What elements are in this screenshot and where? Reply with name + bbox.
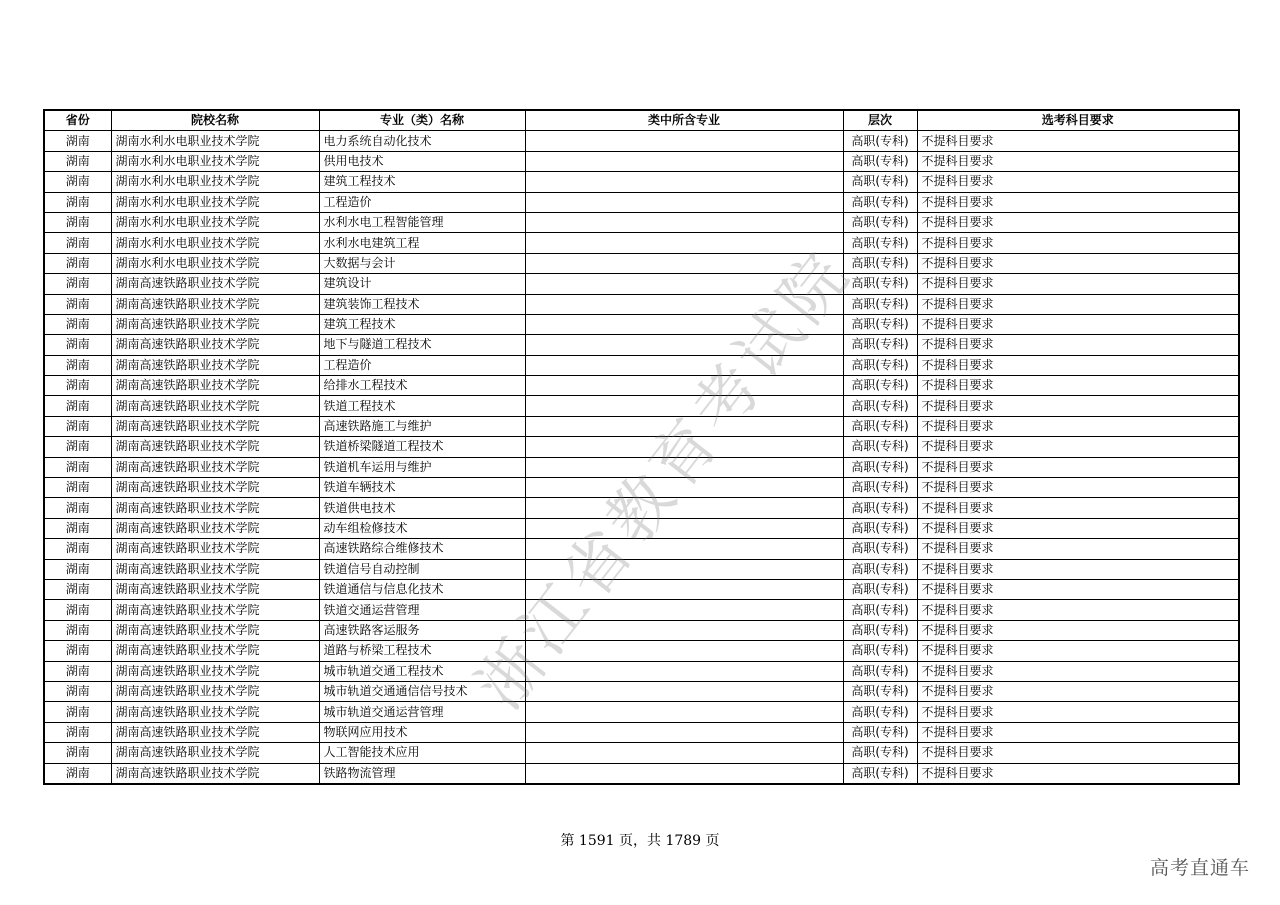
table-row (44, 437, 1239, 457)
table-row (44, 335, 1239, 355)
cell-major: 铁道供电技术 (319, 498, 525, 518)
cell-subject-requirement: 不提科目要求 (917, 335, 1239, 355)
cell-province: 湖南 (44, 274, 111, 294)
cell-province: 湖南 (44, 172, 111, 192)
cell-school: 湖南高速铁路职业技术学院 (111, 314, 319, 334)
subject-requirements-table (43, 109, 1240, 785)
cell-subject-requirement: 不提科目要求 (917, 559, 1239, 579)
cell-level: 高职(专科) (843, 212, 917, 232)
cell-major: 高速铁路施工与维护 (319, 416, 525, 436)
table-row (44, 274, 1239, 294)
table-row (44, 355, 1239, 375)
cell-province: 湖南 (44, 355, 111, 375)
cell-included-majors (525, 600, 843, 620)
cell-level: 高职(专科) (843, 233, 917, 253)
cell-included-majors (525, 355, 843, 375)
cell-level: 高职(专科) (843, 539, 917, 559)
cell-level: 高职(专科) (843, 600, 917, 620)
cell-subject-requirement: 不提科目要求 (917, 539, 1239, 559)
cell-school: 湖南高速铁路职业技术学院 (111, 661, 319, 681)
cell-school: 湖南高速铁路职业技术学院 (111, 681, 319, 701)
cell-province: 湖南 (44, 253, 111, 273)
header-level: 层次 (843, 110, 917, 131)
cell-level: 高职(专科) (843, 416, 917, 436)
cell-subject-requirement: 不提科目要求 (917, 641, 1239, 661)
cell-school: 湖南高速铁路职业技术学院 (111, 579, 319, 599)
cell-major: 铁道车辆技术 (319, 478, 525, 498)
cell-level: 高职(专科) (843, 131, 917, 151)
cell-included-majors (525, 681, 843, 701)
cell-major: 供用电技术 (319, 151, 525, 171)
cell-province: 湖南 (44, 743, 111, 763)
cell-school: 湖南高速铁路职业技术学院 (111, 702, 319, 722)
cell-major: 铁道交通运营管理 (319, 600, 525, 620)
table-row (44, 579, 1239, 599)
cell-level: 高职(专科) (843, 559, 917, 579)
cell-level: 高职(专科) (843, 396, 917, 416)
table-row (44, 600, 1239, 620)
table-row (44, 743, 1239, 763)
table-row (44, 763, 1239, 784)
cell-major: 地下与隧道工程技术 (319, 335, 525, 355)
table-row (44, 172, 1239, 192)
cell-included-majors (525, 743, 843, 763)
table-row (44, 722, 1239, 742)
cell-school: 湖南高速铁路职业技术学院 (111, 498, 319, 518)
cell-major: 道路与桥梁工程技术 (319, 641, 525, 661)
cell-included-majors (525, 233, 843, 253)
cell-included-majors (525, 396, 843, 416)
cell-province: 湖南 (44, 518, 111, 538)
cell-province: 湖南 (44, 702, 111, 722)
cell-province: 湖南 (44, 151, 111, 171)
cell-level: 高职(专科) (843, 620, 917, 640)
cell-included-majors (525, 131, 843, 151)
cell-province: 湖南 (44, 722, 111, 742)
cell-major: 城市轨道交通工程技术 (319, 661, 525, 681)
cell-major: 城市轨道交通通信信号技术 (319, 681, 525, 701)
page-footer: 第 1591 页，共 1789 页 (560, 833, 720, 849)
cell-major: 水利水电建筑工程 (319, 233, 525, 253)
cell-level: 高职(专科) (843, 151, 917, 171)
cell-level: 高职(专科) (843, 498, 917, 518)
cell-included-majors (525, 314, 843, 334)
cell-subject-requirement: 不提科目要求 (917, 416, 1239, 436)
cell-included-majors (525, 212, 843, 232)
admission-table-container (43, 109, 1238, 785)
cell-subject-requirement: 不提科目要求 (917, 212, 1239, 232)
cell-province: 湖南 (44, 437, 111, 457)
cell-included-majors (525, 274, 843, 294)
cell-province: 湖南 (44, 539, 111, 559)
table-row (44, 233, 1239, 253)
cell-school: 湖南高速铁路职业技术学院 (111, 294, 319, 314)
cell-school: 湖南高速铁路职业技术学院 (111, 457, 319, 477)
cell-school: 湖南高速铁路职业技术学院 (111, 539, 319, 559)
cell-included-majors (525, 702, 843, 722)
table-row (44, 396, 1239, 416)
cell-school: 湖南高速铁路职业技术学院 (111, 722, 319, 742)
cell-level: 高职(专科) (843, 743, 917, 763)
cell-subject-requirement: 不提科目要求 (917, 681, 1239, 701)
cell-subject-requirement: 不提科目要求 (917, 702, 1239, 722)
table-row (44, 131, 1239, 151)
cell-subject-requirement: 不提科目要求 (917, 151, 1239, 171)
cell-included-majors (525, 457, 843, 477)
cell-included-majors (525, 518, 843, 538)
cell-school: 湖南高速铁路职业技术学院 (111, 600, 319, 620)
cell-school: 湖南水利水电职业技术学院 (111, 151, 319, 171)
cell-subject-requirement: 不提科目要求 (917, 457, 1239, 477)
cell-subject-requirement: 不提科目要求 (917, 437, 1239, 457)
table-header-row (44, 110, 1239, 131)
cell-province: 湖南 (44, 641, 111, 661)
cell-school: 湖南高速铁路职业技术学院 (111, 355, 319, 375)
cell-major: 建筑设计 (319, 274, 525, 294)
table-row (44, 498, 1239, 518)
cell-province: 湖南 (44, 620, 111, 640)
cell-school: 湖南高速铁路职业技术学院 (111, 274, 319, 294)
cell-school: 湖南高速铁路职业技术学院 (111, 376, 319, 396)
cell-included-majors (525, 376, 843, 396)
cell-major: 铁道机车运用与维护 (319, 457, 525, 477)
cell-province: 湖南 (44, 314, 111, 334)
cell-included-majors (525, 620, 843, 640)
table-row (44, 212, 1239, 232)
header-major: 专业（类）名称 (319, 110, 525, 131)
cell-level: 高职(专科) (843, 681, 917, 701)
table-row (44, 253, 1239, 273)
cell-level: 高职(专科) (843, 355, 917, 375)
brand-logo-text: 高考直通车 (1149, 857, 1250, 879)
cell-major: 高速铁路客运服务 (319, 620, 525, 640)
cell-included-majors (525, 172, 843, 192)
cell-province: 湖南 (44, 212, 111, 232)
cell-major: 人工智能技术应用 (319, 743, 525, 763)
cell-province: 湖南 (44, 600, 111, 620)
cell-subject-requirement: 不提科目要求 (917, 478, 1239, 498)
table-row (44, 151, 1239, 171)
cell-province: 湖南 (44, 396, 111, 416)
cell-subject-requirement: 不提科目要求 (917, 376, 1239, 396)
cell-major: 大数据与会计 (319, 253, 525, 273)
cell-level: 高职(专科) (843, 641, 917, 661)
cell-included-majors (525, 559, 843, 579)
cell-subject-requirement: 不提科目要求 (917, 192, 1239, 212)
cell-school: 湖南水利水电职业技术学院 (111, 192, 319, 212)
cell-subject-requirement: 不提科目要求 (917, 620, 1239, 640)
cell-subject-requirement: 不提科目要求 (917, 131, 1239, 151)
cell-province: 湖南 (44, 661, 111, 681)
table-row (44, 661, 1239, 681)
cell-level: 高职(专科) (843, 722, 917, 742)
cell-included-majors (525, 478, 843, 498)
cell-major: 铁道工程技术 (319, 396, 525, 416)
cell-included-majors (525, 294, 843, 314)
cell-major: 给排水工程技术 (319, 376, 525, 396)
cell-province: 湖南 (44, 559, 111, 579)
cell-subject-requirement: 不提科目要求 (917, 518, 1239, 538)
table-body (44, 131, 1239, 784)
cell-school: 湖南高速铁路职业技术学院 (111, 620, 319, 640)
cell-school: 湖南水利水电职业技术学院 (111, 233, 319, 253)
cell-included-majors (525, 661, 843, 681)
cell-included-majors (525, 437, 843, 457)
cell-subject-requirement: 不提科目要求 (917, 314, 1239, 334)
table-row (44, 641, 1239, 661)
cell-subject-requirement: 不提科目要求 (917, 396, 1239, 416)
cell-subject-requirement: 不提科目要求 (917, 294, 1239, 314)
cell-level: 高职(专科) (843, 294, 917, 314)
table-row (44, 539, 1239, 559)
cell-included-majors (525, 498, 843, 518)
cell-school: 湖南高速铁路职业技术学院 (111, 396, 319, 416)
cell-subject-requirement: 不提科目要求 (917, 274, 1239, 294)
cell-school: 湖南高速铁路职业技术学院 (111, 559, 319, 579)
cell-included-majors (525, 641, 843, 661)
cell-major: 建筑工程技术 (319, 314, 525, 334)
cell-included-majors (525, 151, 843, 171)
watermark: 浙江省教育考试院 (463, 236, 867, 724)
cell-major: 物联网应用技术 (319, 722, 525, 742)
cell-major: 建筑装饰工程技术 (319, 294, 525, 314)
cell-subject-requirement: 不提科目要求 (917, 600, 1239, 620)
cell-included-majors (525, 722, 843, 742)
cell-province: 湖南 (44, 457, 111, 477)
cell-province: 湖南 (44, 763, 111, 784)
cell-province: 湖南 (44, 192, 111, 212)
cell-subject-requirement: 不提科目要求 (917, 743, 1239, 763)
table-row (44, 314, 1239, 334)
header-included-majors: 类中所含专业 (525, 110, 843, 131)
cell-school: 湖南高速铁路职业技术学院 (111, 335, 319, 355)
cell-subject-requirement: 不提科目要求 (917, 661, 1239, 681)
header-province: 省份 (44, 110, 111, 131)
cell-subject-requirement: 不提科目要求 (917, 172, 1239, 192)
cell-level: 高职(专科) (843, 274, 917, 294)
cell-province: 湖南 (44, 579, 111, 599)
cell-subject-requirement: 不提科目要求 (917, 233, 1239, 253)
cell-level: 高职(专科) (843, 579, 917, 599)
cell-major: 高速铁路综合维修技术 (319, 539, 525, 559)
cell-level: 高职(专科) (843, 763, 917, 784)
cell-school: 湖南水利水电职业技术学院 (111, 212, 319, 232)
table-row (44, 559, 1239, 579)
cell-level: 高职(专科) (843, 376, 917, 396)
cell-included-majors (525, 763, 843, 784)
cell-included-majors (525, 253, 843, 273)
cell-major: 建筑工程技术 (319, 172, 525, 192)
cell-level: 高职(专科) (843, 253, 917, 273)
table-row (44, 192, 1239, 212)
table-row (44, 702, 1239, 722)
cell-province: 湖南 (44, 131, 111, 151)
table-row (44, 457, 1239, 477)
cell-province: 湖南 (44, 376, 111, 396)
cell-subject-requirement: 不提科目要求 (917, 763, 1239, 784)
cell-school: 湖南高速铁路职业技术学院 (111, 763, 319, 784)
table-row (44, 478, 1239, 498)
cell-major: 铁道通信与信息化技术 (319, 579, 525, 599)
cell-school: 湖南高速铁路职业技术学院 (111, 518, 319, 538)
cell-major: 工程造价 (319, 355, 525, 375)
cell-province: 湖南 (44, 335, 111, 355)
cell-major: 水利水电工程智能管理 (319, 212, 525, 232)
table-row (44, 416, 1239, 436)
cell-level: 高职(专科) (843, 172, 917, 192)
table-row (44, 681, 1239, 701)
cell-school: 湖南水利水电职业技术学院 (111, 131, 319, 151)
cell-included-majors (525, 416, 843, 436)
table-row (44, 620, 1239, 640)
cell-level: 高职(专科) (843, 335, 917, 355)
header-school: 院校名称 (111, 110, 319, 131)
cell-school: 湖南高速铁路职业技术学院 (111, 641, 319, 661)
cell-major: 电力系统自动化技术 (319, 131, 525, 151)
cell-school: 湖南高速铁路职业技术学院 (111, 743, 319, 763)
cell-major: 铁路物流管理 (319, 763, 525, 784)
cell-school: 湖南高速铁路职业技术学院 (111, 478, 319, 498)
table-row (44, 376, 1239, 396)
cell-level: 高职(专科) (843, 478, 917, 498)
table-row (44, 294, 1239, 314)
cell-subject-requirement: 不提科目要求 (917, 722, 1239, 742)
cell-level: 高职(专科) (843, 314, 917, 334)
cell-province: 湖南 (44, 233, 111, 253)
cell-level: 高职(专科) (843, 192, 917, 212)
cell-major: 铁道信号自动控制 (319, 559, 525, 579)
cell-province: 湖南 (44, 498, 111, 518)
cell-school: 湖南高速铁路职业技术学院 (111, 416, 319, 436)
cell-province: 湖南 (44, 681, 111, 701)
cell-included-majors (525, 539, 843, 559)
cell-school: 湖南水利水电职业技术学院 (111, 253, 319, 273)
table-row (44, 518, 1239, 538)
cell-included-majors (525, 335, 843, 355)
cell-province: 湖南 (44, 294, 111, 314)
header-subject-requirement: 选考科目要求 (917, 110, 1239, 131)
cell-level: 高职(专科) (843, 702, 917, 722)
cell-school: 湖南高速铁路职业技术学院 (111, 437, 319, 457)
cell-school: 湖南水利水电职业技术学院 (111, 172, 319, 192)
cell-level: 高职(专科) (843, 437, 917, 457)
cell-province: 湖南 (44, 416, 111, 436)
cell-included-majors (525, 192, 843, 212)
cell-subject-requirement: 不提科目要求 (917, 253, 1239, 273)
cell-subject-requirement: 不提科目要求 (917, 355, 1239, 375)
cell-major: 铁道桥梁隧道工程技术 (319, 437, 525, 457)
cell-level: 高职(专科) (843, 661, 917, 681)
cell-included-majors (525, 579, 843, 599)
cell-subject-requirement: 不提科目要求 (917, 579, 1239, 599)
cell-level: 高职(专科) (843, 457, 917, 477)
cell-major: 工程造价 (319, 192, 525, 212)
cell-major: 动车组检修技术 (319, 518, 525, 538)
cell-level: 高职(专科) (843, 518, 917, 538)
cell-major: 城市轨道交通运营管理 (319, 702, 525, 722)
cell-subject-requirement: 不提科目要求 (917, 498, 1239, 518)
cell-province: 湖南 (44, 478, 111, 498)
